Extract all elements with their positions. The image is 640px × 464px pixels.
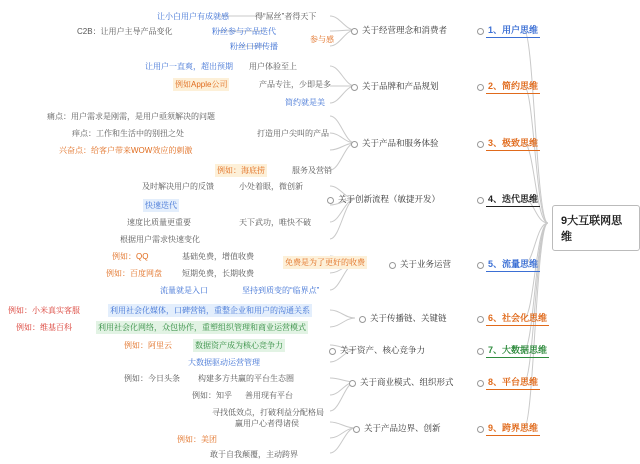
leaf-5-4: 短期免费，长期收费 bbox=[182, 269, 254, 278]
leaf-3-4: 兴奋点：给客户带来WOW效应的刺激 bbox=[59, 146, 193, 155]
leaf-9-2: 例如：美团 bbox=[177, 435, 217, 444]
leaf-5-2: 基础免费，增值收费 bbox=[182, 252, 254, 261]
connector-bullet-1[interactable] bbox=[351, 28, 358, 35]
branch-bullet-3[interactable] bbox=[477, 141, 484, 148]
branch-bullet-7[interactable] bbox=[477, 348, 484, 355]
branch-label-2[interactable]: 2、简约思维 bbox=[486, 80, 540, 94]
leaf-2-3: 例如Apple公司 bbox=[175, 80, 228, 89]
connector-bullet-7[interactable] bbox=[329, 348, 336, 355]
connector-bullet-4[interactable] bbox=[327, 197, 334, 204]
branch-label-7[interactable]: 7、大数据思维 bbox=[486, 344, 549, 358]
connector-label-2: 关于品牌和产品规划 bbox=[362, 81, 439, 91]
leaf-3-6: 服务及营销 bbox=[292, 166, 332, 175]
branch-label-4[interactable]: 4、迭代思维 bbox=[486, 193, 540, 207]
leaf-2-4: 产品专注，少即是多 bbox=[259, 80, 331, 89]
connector-label-5: 关于业务运营 bbox=[400, 259, 452, 269]
leaf-1-2: 得“屌丝”者得天下 bbox=[255, 12, 317, 21]
connector-bullet-6[interactable] bbox=[359, 316, 366, 323]
connector-label-8: 关于商业模式、组织形式 bbox=[360, 377, 454, 387]
connector-bullet-8[interactable] bbox=[349, 380, 356, 387]
branch-label-6[interactable]: 6、社会化思维 bbox=[486, 312, 549, 326]
connector-label-7: 关于资产、核心竞争力 bbox=[340, 345, 426, 355]
leaf-1-6: 参与感 bbox=[310, 35, 334, 44]
leaf-7-3: 大数据驱动运营管理 bbox=[188, 358, 260, 367]
branch-bullet-6[interactable] bbox=[477, 316, 484, 323]
branch-bullet-8[interactable] bbox=[477, 380, 484, 387]
leaf-4-2: 小处着眼，微创新 bbox=[239, 182, 303, 191]
leaf-5-3: 例如：百度网盘 bbox=[106, 269, 162, 278]
leaf-7-2: 数据资产成为核心竞争力 bbox=[195, 341, 283, 350]
connector-label-3: 关于产品和服务体验 bbox=[362, 138, 439, 148]
branch-label-9[interactable]: 9、跨界思维 bbox=[486, 422, 540, 436]
leaf-3-2: 痒点：工作和生活中的别扭之处 bbox=[72, 129, 184, 138]
leaf-2-2: 用户体验至上 bbox=[249, 62, 297, 71]
leaf-1-5: 粉丝口碑传播 bbox=[230, 42, 278, 51]
root-node[interactable] bbox=[552, 205, 640, 251]
branch-bullet-1[interactable] bbox=[477, 28, 484, 35]
connector-bullet-2[interactable] bbox=[351, 84, 358, 91]
branch-bullet-9[interactable] bbox=[477, 426, 484, 433]
connector-bullet-9[interactable] bbox=[353, 426, 360, 433]
leaf-8-5: 寻找低效点，打破利益分配格局 bbox=[212, 408, 324, 417]
branch-bullet-5[interactable] bbox=[477, 262, 484, 269]
leaf-3-1: 痛点：用户需求是刚需，是用户亟须解决的问题 bbox=[47, 112, 215, 121]
connector-label-9: 关于产品边界、创新 bbox=[364, 423, 441, 433]
leaf-4-4: 速度比质量更重要 bbox=[127, 218, 191, 227]
branch-label-8[interactable]: 8、平台思维 bbox=[486, 376, 540, 390]
leaf-7-1: 例如：阿里云 bbox=[124, 341, 172, 350]
leaf-3-5: 例如：海底捞 bbox=[217, 166, 265, 175]
leaf-3-3: 打造用户尖叫的产品 bbox=[257, 129, 329, 138]
branch-bullet-2[interactable] bbox=[477, 84, 484, 91]
connector-bullet-3[interactable] bbox=[351, 141, 358, 148]
leaf-6-2: 利用社会化媒体，口碑营销，重整企业和用户的沟通关系 bbox=[110, 306, 310, 315]
leaf-5-1: 例如：QQ bbox=[112, 252, 149, 261]
leaf-8-3: 例如：知乎 bbox=[192, 391, 232, 400]
leaf-2-5: 简约就是美 bbox=[285, 98, 325, 107]
leaf-4-1: 及时解决用户的反馈 bbox=[142, 182, 214, 191]
branch-label-3[interactable]: 3、极致思维 bbox=[486, 137, 540, 151]
leaf-4-5: 天下武功，唯快不破 bbox=[239, 218, 311, 227]
leaf-9-1: 赢用户心者得诸侯 bbox=[235, 419, 299, 428]
leaf-4-3: 快速迭代 bbox=[145, 201, 177, 210]
leaf-5-5: 免费是为了更好的收费 bbox=[285, 258, 365, 267]
connector-label-4: 关于创新流程（敏捷开发） bbox=[338, 194, 441, 204]
connector-label-6: 关于传播链、关键链 bbox=[370, 313, 447, 323]
leaf-5-6: 流量就是入口 bbox=[160, 286, 208, 295]
branch-label-5[interactable]: 5、流量思维 bbox=[486, 258, 540, 272]
leaf-6-3: 例如：维基百科 bbox=[16, 323, 72, 332]
leaf-8-1: 例如：今日头条 bbox=[124, 374, 180, 383]
leaf-9-3: 敢于自我颠覆，主动跨界 bbox=[210, 450, 298, 459]
leaf-8-4: 善用现有平台 bbox=[245, 391, 293, 400]
leaf-1-3: C2B：让用户主导产品变化 bbox=[77, 27, 173, 36]
leaf-8-2: 构建多方共赢的平台生态圈 bbox=[198, 374, 294, 383]
connector-label-1: 关于经营理念和消费者 bbox=[362, 25, 448, 35]
branch-label-1[interactable]: 1、用户思维 bbox=[486, 24, 540, 38]
root-label: 9大互联网思维 bbox=[561, 215, 623, 243]
leaf-1-1: 让小白用户有成就感 bbox=[157, 12, 229, 21]
leaf-2-1: 让用户一直爽，超出预期 bbox=[145, 62, 233, 71]
leaf-1-4: 粉丝参与产品迭代 bbox=[212, 27, 276, 36]
leaf-5-7: 坚持到质变的“临界点” bbox=[242, 286, 320, 295]
leaf-6-1: 例如：小米真实客服 bbox=[8, 306, 80, 315]
leaf-6-4: 利用社会化网络，众包协作，重塑组织管理和商业运营模式 bbox=[98, 323, 306, 332]
branch-bullet-4[interactable] bbox=[477, 197, 484, 204]
connector-bullet-5[interactable] bbox=[389, 262, 396, 269]
leaf-4-6: 根据用户需求快速变化 bbox=[120, 235, 200, 244]
